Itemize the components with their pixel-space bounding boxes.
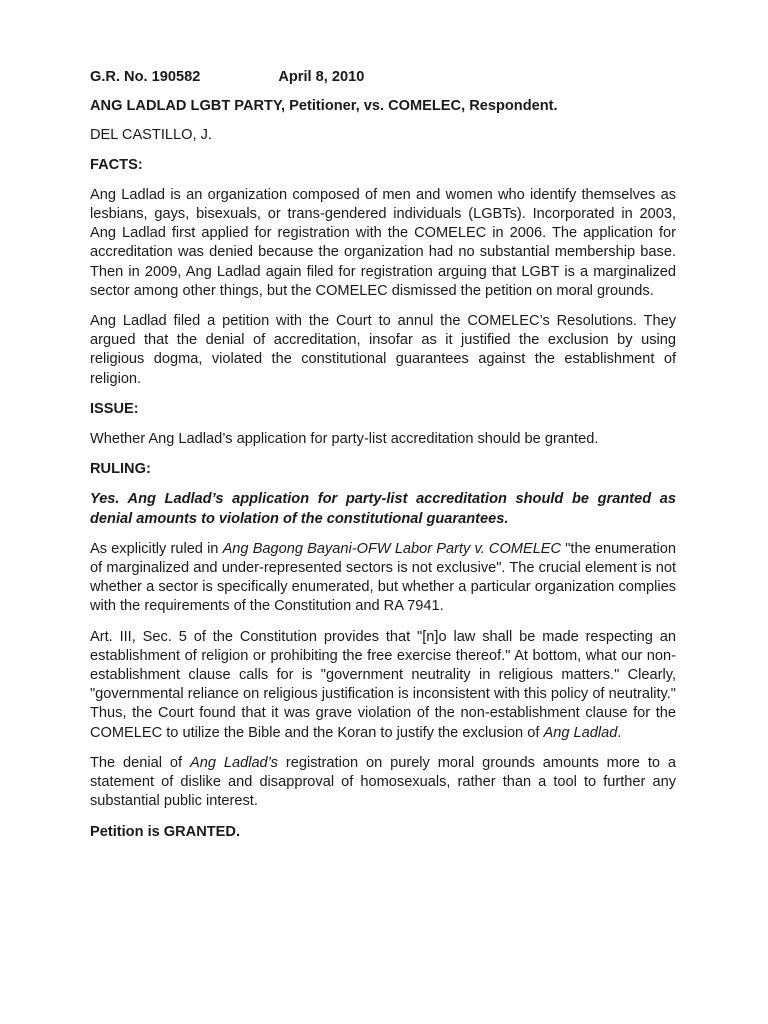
party-name: Ang Ladlad	[543, 724, 618, 741]
disposition: Petition is GRANTED.	[90, 823, 240, 840]
facts-paragraph-2: Ang Ladlad filed a petition with the Court to annul the COMELEC’s Resolutions. They argued that the denial of accreditation, insofar as it justified the exclusion by using religious dogma, violated the constitutional guarantees against the establishment of religion.	[90, 313, 676, 387]
ruling-holding: Yes. Ang Ladlad’s application for party-list accreditation should be granted as denial amounts to violation of the constitutional guarantees.	[90, 491, 676, 527]
ponente: DEL CASTILLO, J.	[90, 127, 212, 144]
ruling-paragraph-1	[90, 540, 676, 617]
issue-text: Whether Ang Ladlad’s application for party-list accreditation should be granted.	[90, 431, 599, 448]
case-digest	[90, 68, 676, 842]
ruling-p3-rest: registration on purely moral grounds amounts more to a statement of dislike and disapproval of homosexuals, rather than a tool to further any substantial public interest.	[90, 754, 677, 810]
ruling-p1-rest: "the enumeration of marginalized and under-represented sectors is not exclusive". The crucial element is not whether a sector is specifically enumerated, but whether a particular organization complies with the requirements of the Constitution and RA 7941.	[90, 540, 676, 615]
cited-case: Ang Bagong Bayani-OFW Labor Party v. COMELEC	[222, 540, 562, 557]
ruling-paragraph-2	[90, 628, 676, 743]
facts-heading: FACTS:	[90, 156, 143, 173]
issue-heading: ISSUE:	[90, 400, 139, 417]
party-name-possessive: Ang Ladlad’s	[189, 754, 278, 771]
ruling-p3-intro: The denial of	[90, 754, 190, 771]
facts-paragraph-1: Ang Ladlad is an organization composed of men and women who identify themselves as lesbians, gays, bisexuals, or trans-gendered individuals (LGBTs). Incorporated in 2003, Ang Ladlad first applied for registration with the COMELEC in 2006. The application for accreditation was denied because the organization had no substantial membership base. Then in 2009, Ang Ladlad again filed for registration arguing that LGBT is a marginalized sector among other things, but the COMELEC dismissed the petition on moral grounds.	[90, 186, 676, 299]
ruling-p1-intro: As explicitly ruled in	[90, 540, 223, 557]
decision-date: April 8, 2010	[278, 69, 365, 85]
case-header	[90, 68, 676, 87]
ruling-p2-end: .	[617, 724, 622, 741]
case-title: ANG LADLAD LGBT PARTY, Petitioner, vs. COMELEC, Respondent.	[90, 98, 558, 115]
gr-number: G.R. No. 190582	[90, 69, 201, 85]
ruling-paragraph-3	[90, 754, 676, 812]
ruling-heading: RULING:	[90, 461, 151, 478]
ruling-p2-text: Art. III, Sec. 5 of the Constitution provides that "[n]o law shall be made respecting an establishment of religion or prohibiting the free exercise thereof." At bottom, what our non-establishment clause calls for is "government neutrality in religious matters." Clearly, "governmental reliance on religious justification is inconsistent with this policy of neutrality." Thus, the Court found that it was grave violation of the non-establishment clause for the COMELEC to utilize the Bible and the Koran to justify the exclusion of	[90, 628, 676, 741]
